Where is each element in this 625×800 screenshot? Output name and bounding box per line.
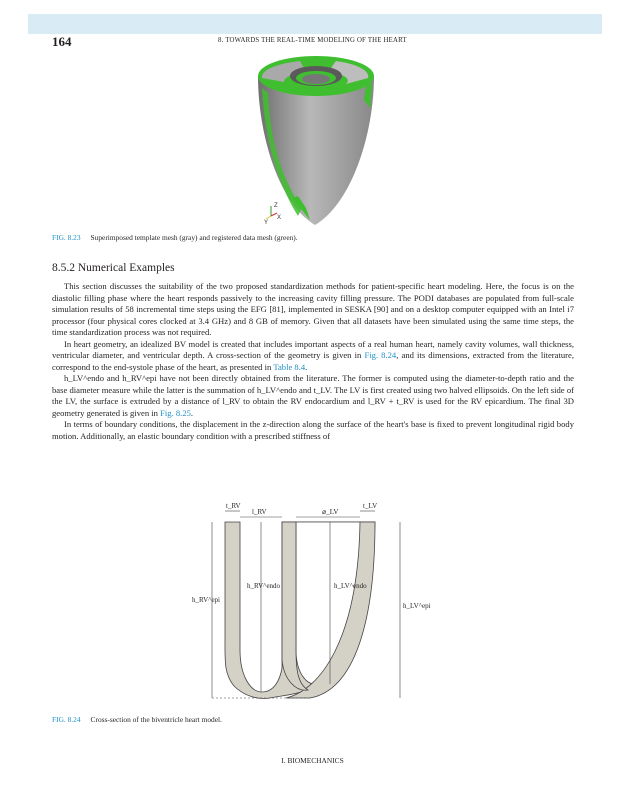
caption-text: Cross-section of the biventricle heart model. [90, 715, 222, 724]
label-h-lv-endo: h_LV^endo [334, 582, 367, 590]
heart-wall-shape [225, 522, 375, 699]
label-d-lv: ⌀_LV [322, 508, 339, 516]
figure-caption-8-23 [52, 233, 298, 242]
label-t-rv: t_RV [226, 502, 241, 510]
section-title: 8.5.2 Numerical Examples [52, 262, 175, 274]
paragraph-2: In heart geometry, an idealized BV model is created that includes important aspects of a real human heart, namely cavity volumes, wall thickness, ventricular diameter, and ventricular depth. A cross-section of the geometry is given in Fig. 8.24, and its dimensions, extracted from the literature, correspond to the end-systole phase of the heart, as presented in Table 8.4. [52, 338, 574, 372]
table-link[interactable]: Table 8.4 [273, 361, 306, 372]
label-h-lv-epi: h_LV^epi [403, 602, 431, 610]
running-head: 8. TOWARDS THE REAL-TIME MODELING OF THE HEART [218, 37, 407, 44]
axis-z-label: Z [274, 203, 278, 209]
axis-x-label: X [277, 215, 282, 221]
page-footer: I. BIOMECHANICS [281, 756, 344, 765]
caption-text: Superimposed template mesh (gray) and registered data mesh (green). [90, 233, 298, 242]
label-h-rv-epi: h_RV^epi [192, 596, 220, 604]
paragraph-3: h_LV^endo and h_RV^epi have not been directly obtained from the literature. The former is computed using the diameter-to-depth ratio and the base diameter measure while the latter is the summation of h_LV^endo and t_LV. The LV is first created using two halved ellipsoids. On the left side of the LV, the surface is extruded by a distance of l_RV to obtain the RV endocardium and l_RV + t_RV is used for the RV epicardium. The final 3D geometry generated is given in Fig. 8.25. [52, 373, 574, 418]
caption-label: FIG. 8.24 [52, 715, 81, 724]
axis-y-label: Y [264, 220, 269, 226]
figure-link[interactable]: Fig. 8.24 [364, 350, 397, 360]
caption-label: FIG. 8.23 [52, 233, 81, 242]
figure-caption-8-24 [52, 715, 222, 724]
paragraph-4: In terms of boundary conditions, the displacement in the z-direction along the surface of the heart's base is fixed to prevent longitudinal rigid body motion. Additionally, an elastic boundary condition with a prescribed stiffness of [52, 419, 574, 441]
body-text [52, 281, 574, 442]
label-h-rv-endo: h_RV^endo [247, 582, 281, 590]
label-l-rv: l_RV [252, 508, 267, 516]
paragraph-1: This section discusses the suitability of the two proposed standardization methods for patient-specific heart modeling. Here, the focus is on the diastolic filling phase where the heart responds passively to the increasing cavity filling pressure. The PODI databases are populated from full-scale simulation results of 58 incremental time steps using the EFG [81], implemented in SESKA [90] and on a desktop computer equipped with an Intel i7 processor (four physical cores clocked at 3.4 GHz) and 8 GB of memory. Given that all datasets have been simulated using the same time steps, the time standardization process was not required. [52, 281, 574, 337]
label-t-lv: t_LV [363, 502, 378, 510]
header-band [28, 14, 602, 34]
axis-triad [264, 203, 281, 226]
page-number: 164 [52, 34, 72, 49]
biventricle-cross-section [190, 500, 450, 710]
figure-link[interactable]: Fig. 8.25 [160, 407, 191, 418]
heart-inner-hole [302, 74, 330, 84]
heart-mesh-figure [240, 48, 390, 228]
